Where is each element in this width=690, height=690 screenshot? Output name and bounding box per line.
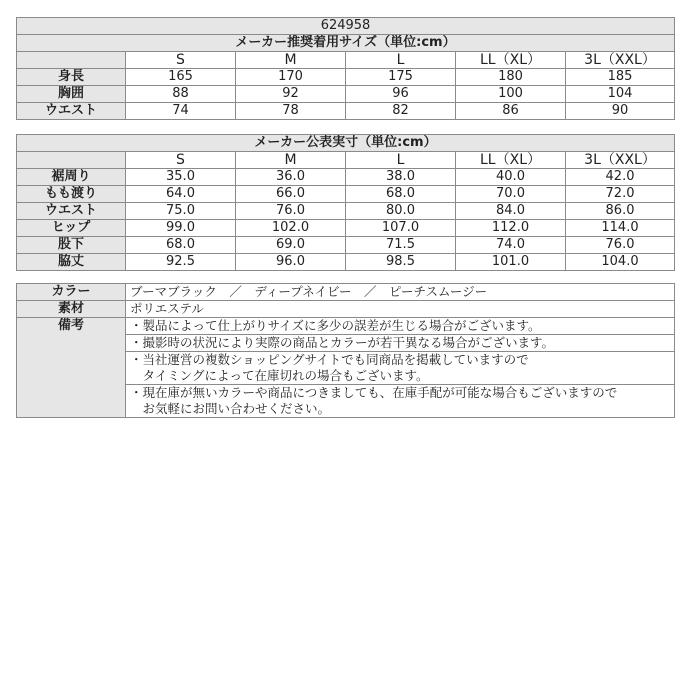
table-cell: 70.0 (456, 186, 566, 203)
official-measurement-table (16, 134, 675, 271)
table-row (17, 203, 675, 220)
table-cell: 180 (456, 69, 566, 86)
row-label: ウエスト (17, 103, 126, 120)
table-cell: 75.0 (126, 203, 236, 220)
table-cell: 82 (346, 103, 456, 120)
table-cell: 36.0 (236, 169, 346, 186)
note-line: タイミングによって在庫切れの場合もございます。 (130, 368, 429, 383)
table-cell: 92.5 (126, 254, 236, 271)
size-header: M (236, 152, 346, 169)
table-row (17, 220, 675, 237)
color-row (17, 284, 675, 301)
table-cell: 96 (346, 86, 456, 103)
recommended-size-table (16, 17, 675, 120)
row-label: ウエスト (17, 203, 126, 220)
table-cell: 68.0 (126, 237, 236, 254)
table-cell: 80.0 (346, 203, 456, 220)
size-header: 3L（XXL） (566, 52, 675, 69)
table-cell: 74.0 (456, 237, 566, 254)
table-row (17, 169, 675, 186)
note-line: ・撮影時の状況により実際の商品とカラーが若干異なる場合がございます。 (130, 335, 555, 350)
table-cell: 71.5 (346, 237, 456, 254)
note-line: ・当社運営の複数ショッピングサイトでも同商品を掲載していますので (130, 352, 529, 367)
notes-label: 備考 (17, 318, 126, 418)
row-label: もも渡り (17, 186, 126, 203)
table-cell: 66.0 (236, 186, 346, 203)
note-item (126, 352, 674, 385)
size-header-row (17, 152, 675, 169)
table-cell: 68.0 (346, 186, 456, 203)
row-label: 裾周り (17, 169, 126, 186)
row-label: 身長 (17, 69, 126, 86)
table-cell: 104.0 (566, 254, 675, 271)
size-header: L (346, 152, 456, 169)
row-label: 胸囲 (17, 86, 126, 103)
table-cell: 78 (236, 103, 346, 120)
table-row (17, 186, 675, 203)
table-cell: 76.0 (236, 203, 346, 220)
table-cell: 86.0 (566, 203, 675, 220)
table-cell: 76.0 (566, 237, 675, 254)
table-row (17, 103, 675, 120)
note-line: ・製品によって仕上がりサイズに多少の誤差が生じる場合がございます。 (130, 318, 541, 333)
table-cell: 84.0 (456, 203, 566, 220)
table-cell: 175 (346, 69, 456, 86)
table-cell: 98.5 (346, 254, 456, 271)
table-cell: 114.0 (566, 220, 675, 237)
table-cell: 170 (236, 69, 346, 86)
table-row (17, 237, 675, 254)
table-row (17, 254, 675, 271)
table-cell: 90 (566, 103, 675, 120)
table-cell: 64.0 (126, 186, 236, 203)
product-code: 624958 (17, 18, 675, 35)
material-value: ポリエステル (126, 301, 675, 318)
table-cell: 99.0 (126, 220, 236, 237)
row-label: ヒップ (17, 220, 126, 237)
table-cell: 100 (456, 86, 566, 103)
corner-cell (17, 52, 126, 69)
table-cell: 38.0 (346, 169, 456, 186)
color-value: ブーマブラック ／ ディープネイビー ／ ピーチスムージー (126, 284, 675, 301)
size-header: LL（XL） (456, 52, 566, 69)
size-header: M (236, 52, 346, 69)
table-cell: 42.0 (566, 169, 675, 186)
notes-row (17, 318, 675, 418)
table-cell: 69.0 (236, 237, 346, 254)
table-cell: 101.0 (456, 254, 566, 271)
recommended-size-title: メーカー推奨着用サイズ（単位:cm） (17, 35, 675, 52)
color-label: カラー (17, 284, 126, 301)
table-cell: 74 (126, 103, 236, 120)
table-cell: 35.0 (126, 169, 236, 186)
table-cell: 72.0 (566, 186, 675, 203)
note-item (126, 335, 674, 352)
table-cell: 96.0 (236, 254, 346, 271)
note-line: お気軽にお問い合わせください。 (130, 401, 331, 416)
table-row (17, 69, 675, 86)
table-row (17, 86, 675, 103)
note-item (126, 385, 674, 417)
corner-cell (17, 152, 126, 169)
size-header-row (17, 52, 675, 69)
size-header: L (346, 52, 456, 69)
material-label: 素材 (17, 301, 126, 318)
table-cell: 165 (126, 69, 236, 86)
table-cell: 40.0 (456, 169, 566, 186)
size-header: LL（XL） (456, 152, 566, 169)
table-cell: 185 (566, 69, 675, 86)
table-cell: 86 (456, 103, 566, 120)
note-item (126, 318, 674, 335)
size-header: 3L（XXL） (566, 152, 675, 169)
size-header: S (126, 52, 236, 69)
note-line: ・現在庫が無いカラーや商品につきましても、在庫手配が可能な場合もございますので (130, 385, 618, 400)
table-cell: 104 (566, 86, 675, 103)
table-cell: 92 (236, 86, 346, 103)
row-label: 股下 (17, 237, 126, 254)
official-measurement-title: メーカー公表実寸（単位:cm） (17, 135, 675, 152)
product-info-table (16, 283, 675, 418)
table-cell: 107.0 (346, 220, 456, 237)
material-row (17, 301, 675, 318)
row-label: 脇丈 (17, 254, 126, 271)
notes-value (126, 318, 675, 418)
table-cell: 88 (126, 86, 236, 103)
table-cell: 112.0 (456, 220, 566, 237)
table-cell: 102.0 (236, 220, 346, 237)
size-header: S (126, 152, 236, 169)
